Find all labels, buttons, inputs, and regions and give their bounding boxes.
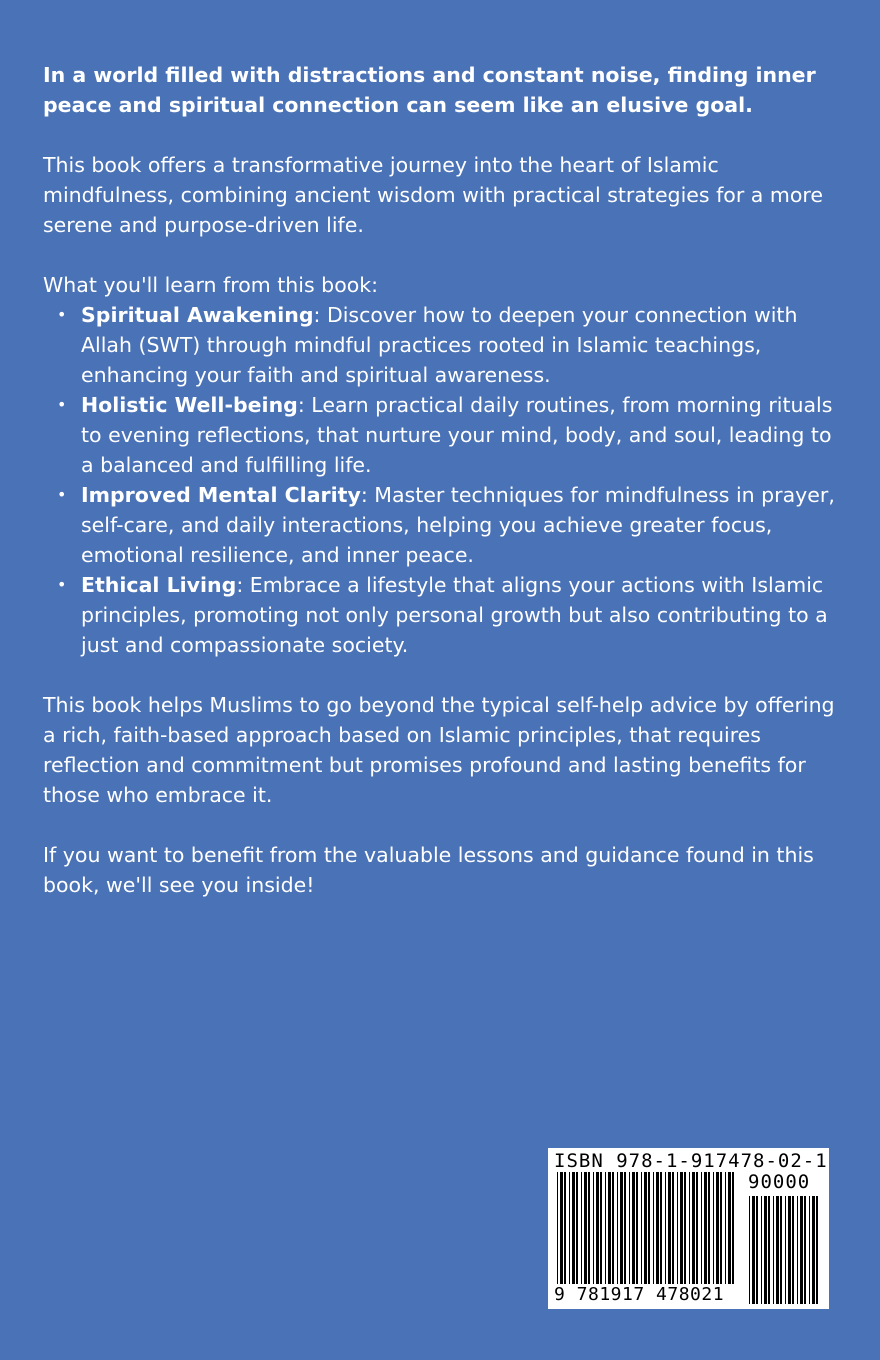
list-item (57, 570, 843, 660)
list-item (57, 480, 843, 570)
benefits-list (43, 300, 843, 660)
ean-digits: 9 781917 478021 (554, 1284, 725, 1305)
benefit-text: : Embrace a lifestyle that aligns your actions with Islamic principles, promoting not only personal growth but also contributing to a just and compassionate society. (81, 573, 828, 657)
benefit-term: Holistic Well-being (81, 393, 298, 417)
bullet-icon: • (57, 575, 67, 594)
benefit-text: : Learn practical daily routines, from morning rituals to evening reflections, that nurture your mind, body, and soul, leading to a balanced and fulfilling life. (81, 393, 833, 477)
benefit-term: Improved Mental Clarity (81, 483, 361, 507)
barcode-bars-icon (556, 1172, 736, 1284)
price-code: 90000 (748, 1171, 811, 1193)
list-item (57, 390, 843, 480)
closing-paragraph: This book helps Muslims to go beyond the typical self-help advice by offering a rich, faith-based approach based on Islamic principles, that requires reflection and commitment but promises profound and lasting benefits for those who embrace it. (43, 693, 835, 807)
benefit-term: Spiritual Awakening (81, 303, 314, 327)
list-item (57, 300, 843, 390)
learn-heading: What you'll learn from this book: (43, 273, 379, 297)
benefit-text: : Master techniques for mindfulness in prayer, self-care, and daily interactions, helping you achieve greater focus, emotional resilience, and inner peace. (81, 483, 835, 567)
isbn-label: ISBN 978-1-917478-02-1 (554, 1150, 828, 1172)
bullet-icon: • (57, 485, 67, 504)
benefit-term: Ethical Living (81, 573, 237, 597)
call-to-action-paragraph: If you want to benefit from the valuable lessons and guidance found in this book, we'll see you inside! (43, 843, 814, 897)
bullet-icon: • (57, 305, 67, 324)
isbn-barcode (548, 1148, 829, 1309)
bullet-icon: • (57, 395, 67, 414)
barcode-addon-bars-icon (748, 1196, 822, 1304)
intro-paragraph: In a world filled with distractions and constant noise, finding inner peace and spiritual connection can seem like an elusive goal. (43, 63, 816, 117)
back-cover-text (43, 60, 843, 930)
description-paragraph: This book offers a transformative journey into the heart of Islamic mindfulness, combining ancient wisdom with practical strategies for a more serene and purpose-driven life. (43, 153, 823, 237)
benefit-text: : Discover how to deepen your connection with Allah (SWT) through mindful practices rooted in Islamic teachings, enhancing your faith and spiritual awareness. (81, 303, 798, 387)
